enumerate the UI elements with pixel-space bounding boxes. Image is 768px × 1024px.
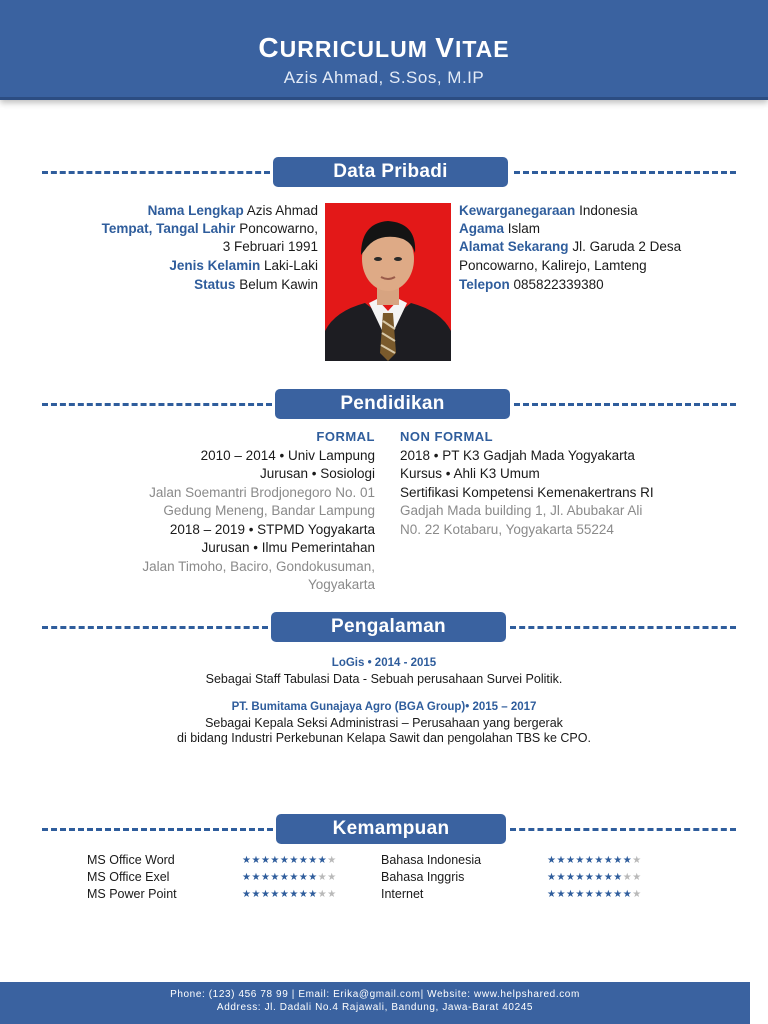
- star-filled-icon: ★: [317, 855, 328, 866]
- divider-right: [514, 403, 736, 406]
- star-empty-icon: ★: [317, 889, 328, 900]
- job-company: LoGis • 2014 - 2015: [331, 657, 437, 669]
- formal-line: Gedung Meneng, Bandar Lampung: [163, 503, 375, 518]
- skill-rating: [242, 886, 337, 903]
- star-empty-icon: ★: [327, 889, 337, 900]
- star-filled-icon: ★: [298, 855, 309, 866]
- religion-row: [459, 220, 540, 239]
- star-filled-icon: ★: [279, 855, 290, 866]
- formal-heading: FORMAL: [316, 429, 375, 444]
- formal-line: 2018 – 2019 • STPMD Yogyakarta: [169, 521, 375, 537]
- star-filled-icon: ★: [251, 855, 261, 866]
- footer-contact: Phone: (123) 456 78 99 | Email: Erika@gmail.com| Website: www.helpshared.com: [170, 989, 580, 1000]
- star-filled-icon: ★: [547, 872, 557, 883]
- skill-name: Bahasa Inggris: [381, 870, 465, 884]
- star-filled-icon: ★: [289, 872, 299, 883]
- header-banner: [0, 0, 768, 100]
- star-empty-icon: ★: [327, 855, 337, 866]
- star-filled-icon: ★: [622, 855, 633, 866]
- star-filled-icon: ★: [308, 855, 318, 866]
- star-filled-icon: ★: [584, 855, 595, 866]
- formal-line: Yogyakarta: [307, 577, 375, 592]
- star-filled-icon: ★: [270, 855, 280, 866]
- star-filled-icon: ★: [270, 872, 280, 883]
- name-row: [148, 202, 318, 221]
- star-filled-icon: ★: [260, 889, 271, 900]
- address-row: [459, 238, 681, 257]
- phone-value: 085822339380: [513, 277, 604, 292]
- star-filled-icon: ★: [622, 889, 633, 900]
- section-experience: [42, 612, 736, 642]
- nonformal-line: 2018 • PT K3 Gadjah Mada Yogyakarta: [400, 447, 635, 463]
- star-filled-icon: ★: [251, 872, 261, 883]
- skill-name: MS Office Word: [87, 853, 175, 867]
- nonformal-heading: NON FORMAL: [400, 429, 494, 444]
- gender-value: Laki-Laki: [263, 258, 318, 273]
- job-description: di bidang Industri Perkebunan Kelapa Sawit dan pengolahan TBS ke CPO.: [177, 731, 591, 745]
- star-filled-icon: ★: [242, 855, 252, 866]
- citizen-row: [459, 202, 638, 221]
- skill-rating: [547, 852, 642, 869]
- title-end: ITAE: [454, 36, 510, 62]
- star-filled-icon: ★: [260, 872, 271, 883]
- job-company: PT. Bumitama Gunajaya Agro (BGA Group)• 2015 – 2017: [231, 701, 537, 713]
- experience-job-1: [0, 656, 768, 687]
- nonformal-line: Kursus • Ahli K3 Umum: [400, 466, 540, 481]
- skill-name: MS Office Exel: [87, 870, 170, 884]
- star-filled-icon: ★: [242, 889, 252, 900]
- status-value: Belum Kawin: [239, 277, 318, 292]
- profile-photo: [325, 203, 451, 361]
- profile-photo-portrait: [325, 203, 451, 361]
- star-empty-icon: ★: [632, 872, 642, 883]
- section-title-personal: Data Pribadi: [273, 157, 508, 187]
- star-empty-icon: ★: [632, 855, 642, 866]
- section-personal: [42, 157, 736, 187]
- education-formal: [142, 428, 375, 595]
- religion-value: Islam: [507, 221, 541, 236]
- star-filled-icon: ★: [565, 889, 576, 900]
- star-filled-icon: ★: [308, 872, 318, 883]
- section-education: [42, 389, 736, 419]
- star-filled-icon: ★: [298, 889, 309, 900]
- phone-row: [459, 276, 604, 295]
- star-filled-icon: ★: [298, 872, 309, 883]
- divider-right: [510, 828, 736, 831]
- skill-rating: [242, 852, 337, 869]
- status-label: Status: [194, 277, 236, 292]
- star-filled-icon: ★: [565, 855, 576, 866]
- star-filled-icon: ★: [251, 889, 261, 900]
- divider-left: [42, 626, 268, 629]
- section-title-education: Pendidikan: [275, 389, 510, 419]
- star-filled-icon: ★: [556, 872, 566, 883]
- section-title-skills: Kemampuan: [276, 814, 506, 844]
- job-description: Sebagai Staff Tabulasi Data - Sebuah perusahaan Survei Politik.: [205, 671, 563, 686]
- address-label: Alamat Sekarang: [459, 239, 569, 254]
- star-filled-icon: ★: [613, 889, 623, 900]
- nonformal-line: Sertifikasi Kompetensi Kemenakertrans RI: [400, 484, 654, 500]
- star-empty-icon: ★: [327, 872, 337, 883]
- star-filled-icon: ★: [594, 855, 604, 866]
- skill-name: MS Power Point: [87, 887, 177, 901]
- star-filled-icon: ★: [575, 855, 585, 866]
- star-filled-icon: ★: [575, 872, 585, 883]
- star-filled-icon: ★: [584, 872, 595, 883]
- star-filled-icon: ★: [270, 889, 280, 900]
- citizen-value: Indonesia: [579, 203, 638, 218]
- name-label: Nama Lengkap: [147, 203, 244, 218]
- star-filled-icon: ★: [613, 855, 623, 866]
- star-filled-icon: ★: [260, 855, 271, 866]
- title-letter-c: C: [258, 32, 280, 63]
- star-filled-icon: ★: [603, 872, 614, 883]
- star-empty-icon: ★: [632, 889, 642, 900]
- address-row-2: [459, 257, 647, 276]
- section-skills: [42, 814, 736, 844]
- formal-line: Jurusan • Ilmu Pemerintahan: [201, 540, 375, 555]
- star-filled-icon: ★: [308, 889, 318, 900]
- page-title: [0, 32, 768, 64]
- star-filled-icon: ★: [594, 889, 604, 900]
- skill-name: Internet: [381, 887, 424, 901]
- star-filled-icon: ★: [575, 889, 585, 900]
- title-mid: URRICULUM: [279, 36, 436, 62]
- birth-row: [102, 220, 318, 239]
- address-value-2: Poncowarno, Kalirejo, Lamteng: [459, 258, 647, 273]
- skill-rating: [547, 869, 642, 886]
- skill-rating: [547, 886, 642, 903]
- footer-address: Address: Jl. Dadali No.4 Rajawali, Bandung, Jawa-Barat 40245: [216, 1001, 534, 1013]
- star-filled-icon: ★: [547, 889, 557, 900]
- divider-right: [510, 626, 736, 629]
- star-filled-icon: ★: [547, 855, 557, 866]
- divider-right: [514, 171, 736, 174]
- star-filled-icon: ★: [556, 889, 566, 900]
- star-filled-icon: ★: [556, 855, 566, 866]
- skill-rating: [242, 869, 337, 886]
- divider-left: [42, 403, 272, 406]
- citizen-label: Kewarganegaraan: [459, 203, 576, 218]
- star-filled-icon: ★: [565, 872, 576, 883]
- star-filled-icon: ★: [242, 872, 252, 883]
- star-filled-icon: ★: [279, 872, 290, 883]
- job-description: Sebagai Kepala Seksi Administrasi – Perusahaan yang bergerak: [205, 715, 563, 730]
- star-filled-icon: ★: [289, 855, 299, 866]
- name-value: Azis Ahmad: [246, 203, 318, 218]
- status-row: [194, 276, 318, 295]
- star-filled-icon: ★: [603, 855, 614, 866]
- star-empty-icon: ★: [317, 872, 328, 883]
- nonformal-line: Gadjah Mada building 1, Jl. Abubakar Ali: [400, 503, 643, 518]
- star-filled-icon: ★: [603, 889, 614, 900]
- divider-left: [42, 828, 273, 831]
- star-filled-icon: ★: [289, 889, 299, 900]
- experience-job-2: [0, 700, 768, 747]
- religion-label: Agama: [459, 221, 505, 236]
- nonformal-line: N0. 22 Kotabaru, Yogyakarta 55224: [400, 521, 614, 537]
- page-subtitle: Azis Ahmad, S.Sos, M.IP: [283, 68, 485, 87]
- formal-line: Jurusan • Sosiologi: [259, 466, 375, 481]
- birth-label: Tempat, Tangal Lahir: [101, 221, 236, 236]
- title-letter-v: V: [435, 32, 455, 63]
- birth-date-row: [223, 238, 318, 257]
- formal-line: 2010 – 2014 • Univ Lampung: [200, 447, 375, 463]
- star-filled-icon: ★: [279, 889, 290, 900]
- star-filled-icon: ★: [594, 872, 604, 883]
- section-title-experience: Pengalaman: [271, 612, 506, 642]
- star-filled-icon: ★: [584, 889, 595, 900]
- formal-line: Jalan Timoho, Baciro, Gondokusuman,: [142, 558, 375, 574]
- footer: [0, 982, 750, 1024]
- phone-label: Telepon: [459, 277, 510, 292]
- gender-label: Jenis Kelamin: [169, 258, 261, 273]
- formal-line: Jalan Soemantri Brodjonegoro No. 01: [149, 484, 375, 500]
- gender-row: [169, 257, 318, 276]
- address-value-1: Jl. Garuda 2 Desa: [572, 239, 682, 254]
- star-empty-icon: ★: [622, 872, 633, 883]
- star-filled-icon: ★: [613, 872, 623, 883]
- birth-date: 3 Februari 1991: [222, 239, 318, 254]
- birth-place: Poncowarno,: [239, 221, 318, 236]
- divider-left: [42, 171, 270, 174]
- skill-name: Bahasa Indonesia: [381, 853, 482, 867]
- education-nonformal: [400, 428, 654, 539]
